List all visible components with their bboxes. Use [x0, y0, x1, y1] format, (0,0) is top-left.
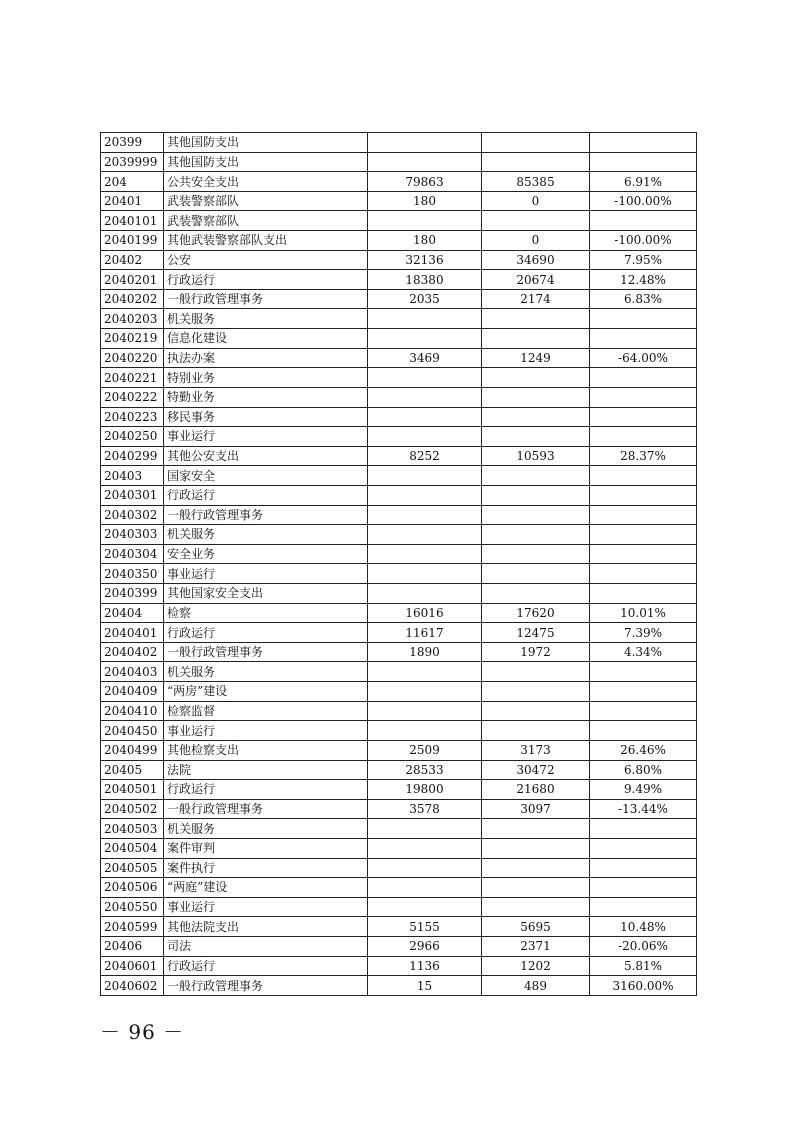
prior-year-amount-cell: 180	[368, 191, 482, 211]
budget-table-body	[101, 133, 697, 996]
subject-code-cell: 2040303	[101, 525, 164, 545]
prior-year-amount-cell	[368, 152, 482, 172]
prior-year-amount-cell	[368, 819, 482, 839]
prior-year-amount-cell	[368, 662, 482, 682]
growth-rate-cell: 12.48%	[590, 270, 697, 290]
subject-name-cell: 行政运行	[164, 780, 368, 800]
growth-rate-cell: 5.81%	[590, 956, 697, 976]
prior-year-amount-cell: 19800	[368, 780, 482, 800]
subject-name-cell: 司法	[164, 936, 368, 956]
subject-code-cell: 2040503	[101, 819, 164, 839]
subject-name-cell: 事业运行	[164, 721, 368, 741]
growth-rate-cell	[590, 485, 697, 505]
subject-code-cell: 2040299	[101, 446, 164, 466]
growth-rate-cell	[590, 544, 697, 564]
subject-code-cell: 2040301	[101, 485, 164, 505]
subject-code-cell: 20404	[101, 603, 164, 623]
growth-rate-cell: -100.00%	[590, 231, 697, 251]
prior-year-amount-cell: 2509	[368, 740, 482, 760]
table-row	[101, 760, 697, 780]
prior-year-amount-cell	[368, 309, 482, 329]
subject-code-cell: 2040304	[101, 544, 164, 564]
subject-name-cell: 公安	[164, 250, 368, 270]
growth-rate-cell	[590, 309, 697, 329]
growth-rate-cell	[590, 525, 697, 545]
prior-year-amount-cell: 79863	[368, 172, 482, 192]
prior-year-amount-cell: 15	[368, 976, 482, 996]
current-year-amount-cell	[482, 505, 590, 525]
subject-name-cell: 其他检察支出	[164, 740, 368, 760]
subject-code-cell: 20401	[101, 191, 164, 211]
subject-code-cell: 2040450	[101, 721, 164, 741]
prior-year-amount-cell	[368, 407, 482, 427]
current-year-amount-cell: 21680	[482, 780, 590, 800]
table-row	[101, 799, 697, 819]
subject-name-cell: 事业运行	[164, 564, 368, 584]
current-year-amount-cell: 20674	[482, 270, 590, 290]
table-row	[101, 740, 697, 760]
current-year-amount-cell	[482, 858, 590, 878]
subject-code-cell: 2040401	[101, 623, 164, 643]
growth-rate-cell: 10.48%	[590, 917, 697, 937]
subject-name-cell: 一般行政管理事务	[164, 642, 368, 662]
table-row	[101, 642, 697, 662]
subject-code-cell: 2040202	[101, 289, 164, 309]
current-year-amount-cell: 10593	[482, 446, 590, 466]
prior-year-amount-cell: 180	[368, 231, 482, 251]
current-year-amount-cell: 17620	[482, 603, 590, 623]
prior-year-amount-cell	[368, 721, 482, 741]
subject-name-cell: 国家安全	[164, 466, 368, 486]
subject-name-cell: 机关服务	[164, 309, 368, 329]
growth-rate-cell	[590, 466, 697, 486]
table-row	[101, 584, 697, 604]
subject-code-cell: 2040499	[101, 740, 164, 760]
growth-rate-cell	[590, 387, 697, 407]
current-year-amount-cell	[482, 427, 590, 447]
subject-name-cell: 行政运行	[164, 270, 368, 290]
current-year-amount-cell: 489	[482, 976, 590, 996]
subject-name-cell: 安全业务	[164, 544, 368, 564]
current-year-amount-cell: 1972	[482, 642, 590, 662]
table-row	[101, 309, 697, 329]
table-row	[101, 878, 697, 898]
subject-name-cell: 其他国家安全支出	[164, 584, 368, 604]
growth-rate-cell	[590, 682, 697, 702]
prior-year-amount-cell: 8252	[368, 446, 482, 466]
table-row	[101, 564, 697, 584]
prior-year-amount-cell	[368, 466, 482, 486]
current-year-amount-cell	[482, 309, 590, 329]
prior-year-amount-cell	[368, 525, 482, 545]
subject-name-cell: 武装警察部队	[164, 211, 368, 231]
subject-name-cell: 检察	[164, 603, 368, 623]
subject-name-cell: 检察监督	[164, 701, 368, 721]
growth-rate-cell: 9.49%	[590, 780, 697, 800]
table-row	[101, 701, 697, 721]
subject-code-cell: 2040409	[101, 682, 164, 702]
current-year-amount-cell: 5695	[482, 917, 590, 937]
subject-name-cell: 机关服务	[164, 819, 368, 839]
subject-name-cell: “两庭”建设	[164, 878, 368, 898]
subject-code-cell: 2040501	[101, 780, 164, 800]
current-year-amount-cell: 0	[482, 191, 590, 211]
current-year-amount-cell	[482, 387, 590, 407]
prior-year-amount-cell	[368, 329, 482, 349]
current-year-amount-cell	[482, 525, 590, 545]
current-year-amount-cell: 1202	[482, 956, 590, 976]
table-row	[101, 466, 697, 486]
prior-year-amount-cell	[368, 368, 482, 388]
subject-name-cell: 其他国防支出	[164, 152, 368, 172]
current-year-amount-cell	[482, 564, 590, 584]
growth-rate-cell: 6.80%	[590, 760, 697, 780]
growth-rate-cell	[590, 427, 697, 447]
table-row	[101, 211, 697, 231]
prior-year-amount-cell: 3578	[368, 799, 482, 819]
growth-rate-cell: -13.44%	[590, 799, 697, 819]
subject-code-cell: 2040506	[101, 878, 164, 898]
current-year-amount-cell: 12475	[482, 623, 590, 643]
growth-rate-cell: 7.95%	[590, 250, 697, 270]
subject-name-cell: 其他法院支出	[164, 917, 368, 937]
subject-code-cell: 2039999	[101, 152, 164, 172]
table-row	[101, 505, 697, 525]
subject-code-cell: 2040505	[101, 858, 164, 878]
table-row	[101, 446, 697, 466]
subject-code-cell: 2040203	[101, 309, 164, 329]
current-year-amount-cell	[482, 662, 590, 682]
current-year-amount-cell	[482, 466, 590, 486]
table-row	[101, 387, 697, 407]
table-row	[101, 603, 697, 623]
prior-year-amount-cell	[368, 133, 482, 153]
current-year-amount-cell: 30472	[482, 760, 590, 780]
prior-year-amount-cell	[368, 387, 482, 407]
prior-year-amount-cell: 1890	[368, 642, 482, 662]
table-row	[101, 348, 697, 368]
current-year-amount-cell	[482, 329, 590, 349]
growth-rate-cell	[590, 407, 697, 427]
growth-rate-cell	[590, 133, 697, 153]
growth-rate-cell: 10.01%	[590, 603, 697, 623]
prior-year-amount-cell	[368, 878, 482, 898]
growth-rate-cell: -20.06%	[590, 936, 697, 956]
current-year-amount-cell	[482, 838, 590, 858]
growth-rate-cell: 4.34%	[590, 642, 697, 662]
current-year-amount-cell	[482, 152, 590, 172]
table-row	[101, 270, 697, 290]
subject-code-cell: 2040199	[101, 231, 164, 251]
growth-rate-cell	[590, 701, 697, 721]
subject-code-cell: 2040403	[101, 662, 164, 682]
subject-code-cell: 2040222	[101, 387, 164, 407]
table-row	[101, 682, 697, 702]
growth-rate-cell	[590, 838, 697, 858]
growth-rate-cell: 6.83%	[590, 289, 697, 309]
growth-rate-cell: 3160.00%	[590, 976, 697, 996]
prior-year-amount-cell	[368, 701, 482, 721]
growth-rate-cell	[590, 819, 697, 839]
growth-rate-cell: 6.91%	[590, 172, 697, 192]
table-row	[101, 956, 697, 976]
table-row	[101, 289, 697, 309]
current-year-amount-cell	[482, 819, 590, 839]
subject-code-cell: 20406	[101, 936, 164, 956]
prior-year-amount-cell	[368, 505, 482, 525]
growth-rate-cell: 26.46%	[590, 740, 697, 760]
current-year-amount-cell: 3097	[482, 799, 590, 819]
subject-code-cell: 2040221	[101, 368, 164, 388]
prior-year-amount-cell	[368, 584, 482, 604]
growth-rate-cell	[590, 329, 697, 349]
prior-year-amount-cell: 2035	[368, 289, 482, 309]
table-row	[101, 152, 697, 172]
subject-name-cell: 执法办案	[164, 348, 368, 368]
current-year-amount-cell: 2174	[482, 289, 590, 309]
subject-code-cell: 20402	[101, 250, 164, 270]
subject-name-cell: 一般行政管理事务	[164, 289, 368, 309]
growth-rate-cell: -100.00%	[590, 191, 697, 211]
table-row	[101, 662, 697, 682]
subject-name-cell: 机关服务	[164, 662, 368, 682]
current-year-amount-cell	[482, 407, 590, 427]
subject-name-cell: 其他公安支出	[164, 446, 368, 466]
prior-year-amount-cell: 5155	[368, 917, 482, 937]
table-row	[101, 133, 697, 153]
prior-year-amount-cell	[368, 544, 482, 564]
growth-rate-cell	[590, 368, 697, 388]
subject-code-cell: 2040219	[101, 329, 164, 349]
table-row	[101, 329, 697, 349]
subject-name-cell: 武装警察部队	[164, 191, 368, 211]
growth-rate-cell	[590, 662, 697, 682]
subject-name-cell: 一般行政管理事务	[164, 976, 368, 996]
subject-code-cell: 2040250	[101, 427, 164, 447]
subject-code-cell: 20403	[101, 466, 164, 486]
growth-rate-cell	[590, 897, 697, 917]
subject-code-cell: 2040350	[101, 564, 164, 584]
prior-year-amount-cell: 1136	[368, 956, 482, 976]
prior-year-amount-cell: 2966	[368, 936, 482, 956]
growth-rate-cell	[590, 878, 697, 898]
table-row	[101, 917, 697, 937]
subject-name-cell: 一般行政管理事务	[164, 799, 368, 819]
subject-name-cell: 机关服务	[164, 525, 368, 545]
current-year-amount-cell: 0	[482, 231, 590, 251]
prior-year-amount-cell	[368, 427, 482, 447]
subject-code-cell: 2040602	[101, 976, 164, 996]
current-year-amount-cell	[482, 701, 590, 721]
growth-rate-cell	[590, 858, 697, 878]
table-row	[101, 544, 697, 564]
subject-code-cell: 2040399	[101, 584, 164, 604]
table-row	[101, 250, 697, 270]
subject-name-cell: 特勤业务	[164, 387, 368, 407]
prior-year-amount-cell: 16016	[368, 603, 482, 623]
current-year-amount-cell: 2371	[482, 936, 590, 956]
table-row	[101, 427, 697, 447]
subject-name-cell: 其他武装警察部队支出	[164, 231, 368, 251]
table-row	[101, 525, 697, 545]
subject-name-cell: 法院	[164, 760, 368, 780]
subject-code-cell: 2040550	[101, 897, 164, 917]
growth-rate-cell	[590, 211, 697, 231]
subject-code-cell: 2040101	[101, 211, 164, 231]
table-row	[101, 623, 697, 643]
subject-code-cell: 2040402	[101, 642, 164, 662]
table-row	[101, 936, 697, 956]
growth-rate-cell: 28.37%	[590, 446, 697, 466]
current-year-amount-cell	[482, 368, 590, 388]
subject-code-cell: 2040201	[101, 270, 164, 290]
current-year-amount-cell	[482, 485, 590, 505]
prior-year-amount-cell: 18380	[368, 270, 482, 290]
prior-year-amount-cell	[368, 897, 482, 917]
prior-year-amount-cell	[368, 682, 482, 702]
table-row	[101, 231, 697, 251]
current-year-amount-cell: 1249	[482, 348, 590, 368]
subject-name-cell: 行政运行	[164, 623, 368, 643]
subject-name-cell: 行政运行	[164, 485, 368, 505]
subject-name-cell: 事业运行	[164, 897, 368, 917]
current-year-amount-cell	[482, 211, 590, 231]
subject-code-cell: 2040410	[101, 701, 164, 721]
subject-code-cell: 20405	[101, 760, 164, 780]
prior-year-amount-cell: 11617	[368, 623, 482, 643]
subject-code-cell: 2040223	[101, 407, 164, 427]
prior-year-amount-cell	[368, 211, 482, 231]
growth-rate-cell: 7.39%	[590, 623, 697, 643]
subject-name-cell: “两房”建设	[164, 682, 368, 702]
current-year-amount-cell	[482, 682, 590, 702]
subject-name-cell: 行政运行	[164, 956, 368, 976]
subject-code-cell: 2040601	[101, 956, 164, 976]
table-row	[101, 721, 697, 741]
table-row	[101, 485, 697, 505]
subject-code-cell: 204	[101, 172, 164, 192]
current-year-amount-cell: 3173	[482, 740, 590, 760]
subject-name-cell: 一般行政管理事务	[164, 505, 368, 525]
current-year-amount-cell: 34690	[482, 250, 590, 270]
current-year-amount-cell	[482, 544, 590, 564]
subject-name-cell: 案件审判	[164, 838, 368, 858]
table-row	[101, 368, 697, 388]
subject-name-cell: 事业运行	[164, 427, 368, 447]
growth-rate-cell	[590, 721, 697, 741]
table-row	[101, 976, 697, 996]
subject-name-cell: 其他国防支出	[164, 133, 368, 153]
subject-code-cell: 2040502	[101, 799, 164, 819]
subject-name-cell: 移民事务	[164, 407, 368, 427]
current-year-amount-cell	[482, 878, 590, 898]
subject-name-cell: 信息化建设	[164, 329, 368, 349]
table-row	[101, 838, 697, 858]
current-year-amount-cell: 85385	[482, 172, 590, 192]
subject-code-cell: 2040504	[101, 838, 164, 858]
table-row	[101, 819, 697, 839]
page-number: － 96 －	[100, 1020, 185, 1044]
growth-rate-cell	[590, 152, 697, 172]
subject-name-cell: 特别业务	[164, 368, 368, 388]
prior-year-amount-cell: 3469	[368, 348, 482, 368]
table-row	[101, 858, 697, 878]
current-year-amount-cell	[482, 897, 590, 917]
table-row	[101, 897, 697, 917]
subject-code-cell: 2040302	[101, 505, 164, 525]
table-row	[101, 780, 697, 800]
current-year-amount-cell	[482, 133, 590, 153]
prior-year-amount-cell: 32136	[368, 250, 482, 270]
current-year-amount-cell	[482, 721, 590, 741]
table-row	[101, 407, 697, 427]
table-row	[101, 191, 697, 211]
subject-name-cell: 案件执行	[164, 858, 368, 878]
prior-year-amount-cell	[368, 838, 482, 858]
growth-rate-cell	[590, 505, 697, 525]
prior-year-amount-cell	[368, 564, 482, 584]
prior-year-amount-cell: 28533	[368, 760, 482, 780]
subject-code-cell: 2040599	[101, 917, 164, 937]
growth-rate-cell	[590, 584, 697, 604]
growth-rate-cell: -64.00%	[590, 348, 697, 368]
budget-table	[100, 132, 697, 996]
prior-year-amount-cell	[368, 485, 482, 505]
subject-code-cell: 20399	[101, 133, 164, 153]
subject-code-cell: 2040220	[101, 348, 164, 368]
growth-rate-cell	[590, 564, 697, 584]
current-year-amount-cell	[482, 584, 590, 604]
prior-year-amount-cell	[368, 858, 482, 878]
subject-name-cell: 公共安全支出	[164, 172, 368, 192]
table-row	[101, 172, 697, 192]
